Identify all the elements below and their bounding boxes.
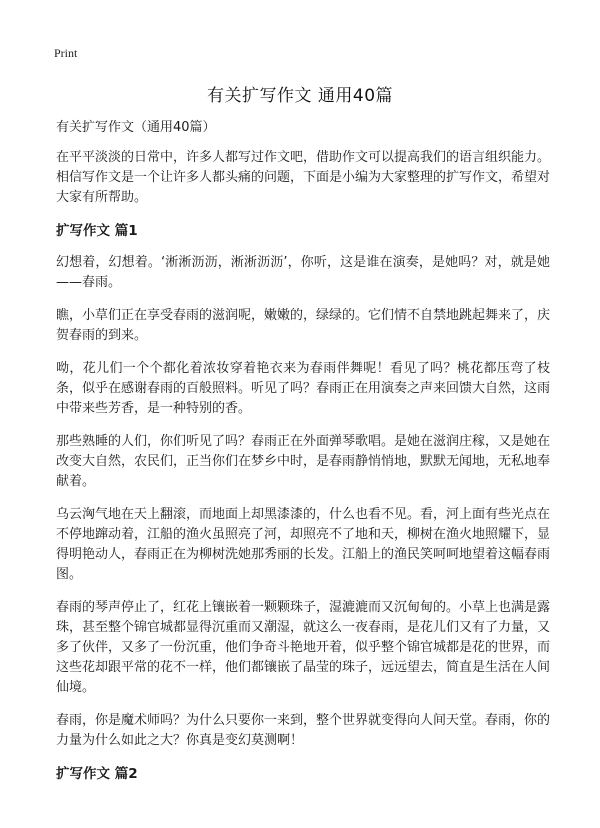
document-subtitle: 有关扩写作文（通用40篇） xyxy=(56,120,216,135)
section-heading: 扩写作文 篇1 xyxy=(56,223,138,239)
paragraph: 瞧，小草们正在享受春雨的滋润呢，嫩嫩的，绿绿的。它们情不自禁地跳起舞来了，庆贺春雨的到来。 xyxy=(56,308,551,343)
paragraph: 乌云洶气地在天上翻滚，而地面上却黑漆漆的，什么也看不见。看，河上面有些光点在不停地蹿动着，江船的渔火虽照亮了河，却照亮不了地和天，柳树在渔火地照耀下，显得明艳动人，春雨正在为柳树洗她那秀丽的长发。江船上的渔民笑呵呵地望着这幅春雨图。 xyxy=(56,507,551,582)
paragraph: 幻想着，幻想着。‘淅淅沥沥，淅淅沥沥’，你听，这是谁在演奏，是她吗？对，就是她——春雨。 xyxy=(56,255,550,290)
paragraph: 春雨的琴声停止了，红花上镶嵌着一颗颗珠子，湿漉漉而又沉甸甸的。小草上也满是露珠，甚至整个锦官城都显得沉重而又潮湿，就这么一夜春雨，是花儿们又有了力量，又多了伙伴，又多了一份沉重，他们争奇斗艳地开着，似乎整个锦官城都是花的世界，而这些花却跟平常的花不一样，他们都镶嵌了晶莹的珠子，远远望去，简直是生活在人间仙境。 xyxy=(56,600,551,695)
section-heading: 扩写作文 篇2 xyxy=(56,766,138,782)
print-label: Print xyxy=(54,46,78,60)
document-body xyxy=(56,118,550,796)
paragraph: 呦，花儿们一个个都化着浓妆穿着艳衣来为春雨伴舞呢！看见了吗？桃花都压弯了枝条，似乎在感谢春雨的百般照料。听见了吗？春雨正在用演奏之声来回馈大自然，这雨中带来些芳香，是一种特别的香。 xyxy=(56,361,551,416)
paragraph: 那些熟睡的人们，你们听见了吗？春雨正在外面弹琴歌唱。是她在滋润庄稼，又是她在改变大自然，农民们，正当你们在梦乡中时，是春雨静悄悄地，默默无闻地，无私地奉献着。 xyxy=(56,434,551,489)
intro-paragraph: 在平平淡淡的日常中，许多人都写过作文吧，借助作文可以提高我们的语言组织能力。相信写作文是一个让许多人都头痛的问题，下面是小编为大家整理的扩写作文，希望对大家有所帮助。 xyxy=(56,150,551,205)
page-title: 有关扩写作文 通用40篇 xyxy=(206,86,394,106)
paragraph: 春雨，你是魔术师吗？为什么只要你一来到，整个世界就变得向人间天堂。春雨，你的力量为什么如此之大？你真是变幻莫测啊！ xyxy=(56,713,551,748)
